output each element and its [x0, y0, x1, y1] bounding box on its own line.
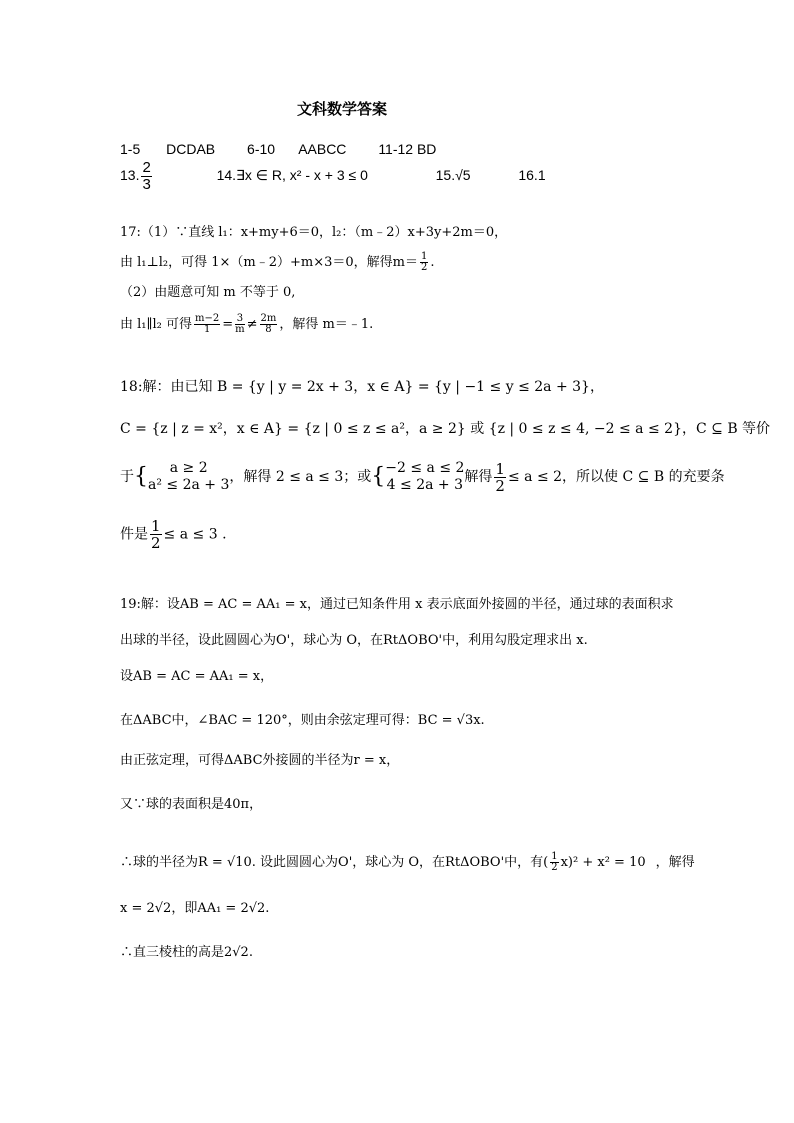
q19-line-9: ∴直三棱柱的高是2√2.: [120, 945, 253, 960]
q19-line-8: x = 2√2，即AA₁ = 2√2.: [120, 901, 270, 916]
answer-13-label: 13.: [120, 167, 140, 184]
system-2: −2 ≤ a ≤ 2 4 ≤ 2a + 3: [385, 460, 465, 493]
answers-row-1: [120, 140, 436, 158]
q17-line-4: 由 l₁∥l₂ 可得 $\frac{m-2}{1}$ = $\frac{3}{m}$ ≠ $\frac{2m}{8}$ ，解得 m＝﹣1.: [120, 313, 374, 335]
answer-16: 16.1: [518, 167, 546, 184]
q18-line-4: 件是 $\frac{1}{2}$ ≤ a ≤ 3 .: [120, 517, 227, 552]
system-1: a ≥ 2 a² ≤ 2a + 3: [148, 460, 230, 493]
q17-line-1: 17:（1）∵直线 l₁：x+my+6＝0，l₂：（m﹣2）x+3y+2m＝0，: [120, 225, 508, 240]
answers-11-12: 11-12 BD: [378, 141, 437, 157]
answers-row-2: [120, 159, 546, 193]
q18-line-2: C = {z | z = x²，x ∈ A} = {z | 0 ≤ z ≤ a²，a ≥ 2} 或 {z | 0 ≤ z ≤ 4, −2 ≤ a ≤ 2}，C ⊆ B 等价: [120, 421, 771, 437]
q19-line-5: 由正弦定理，可得ΔABC外接圆的半径为r = x，: [120, 753, 400, 768]
q18-line-3: 于{ a ≥ 2 a² ≤ 2a + 3，解得 2 ≤ a ≤ 3；或{−2 ≤ a ≤ 2 4 ≤ 2a + 3解得 $\frac{1}{2}$ ≤ a ≤ 2，所以使 C ⊆ B 的充要条: [120, 459, 725, 495]
answer-15: 15.√5: [435, 167, 471, 184]
range-6-10: 6-10: [247, 141, 276, 157]
answer-13-fraction: $\frac{2}{3}$: [142, 159, 151, 193]
q17-line-3: （2）由题意可知 m 不等于 0,: [120, 285, 296, 300]
q19-line-7: ∴球的半径为R = √10. 设此圆圆心为O'，球心为 O，在RtΔOBO'中，有( $\frac{1}{2}$ x)² + x² = 10 ，解得: [120, 851, 695, 873]
q19-line-1: 19:解：设AB = AC = AA₁ = x，通过已知条件用 x 表示底面外接圆的半径，通过球的表面积求: [120, 597, 674, 612]
page-title: 文科数学答案: [297, 100, 388, 118]
answer-14: 14.∃x ∈ R, x² - x + 3 ≤ 0: [216, 167, 368, 184]
q19-line-3: 设AB = AC = AA₁ = x，: [120, 669, 274, 684]
q18-line-1: 18:解：由已知 B = {y | y = 2x + 3，x ∈ A} = {y | −1 ≤ y ≤ 2a + 3}，: [120, 379, 604, 395]
q19-line-6: 又∵球的表面积是40π，: [120, 797, 263, 812]
range-1-5: 1-5: [120, 141, 141, 157]
q19-line-4: 在ΔABC中，∠BAC = 120°，则由余弦定理可得：BC = √3x.: [120, 713, 485, 728]
q19-line-2: 出球的半径，设此圆圆心为O'，球心为 O，在RtΔOBO'中，利用勾股定理求出 x.: [120, 633, 588, 648]
answers-6-10: AABCC: [298, 141, 347, 157]
answers-1-5: DCDAB: [166, 141, 216, 157]
q17-line-2: 由 l₁⊥l₂，可得 1×（m﹣2）+m×3＝0，解得m＝ $\frac{1}{2}$ .: [120, 251, 435, 273]
